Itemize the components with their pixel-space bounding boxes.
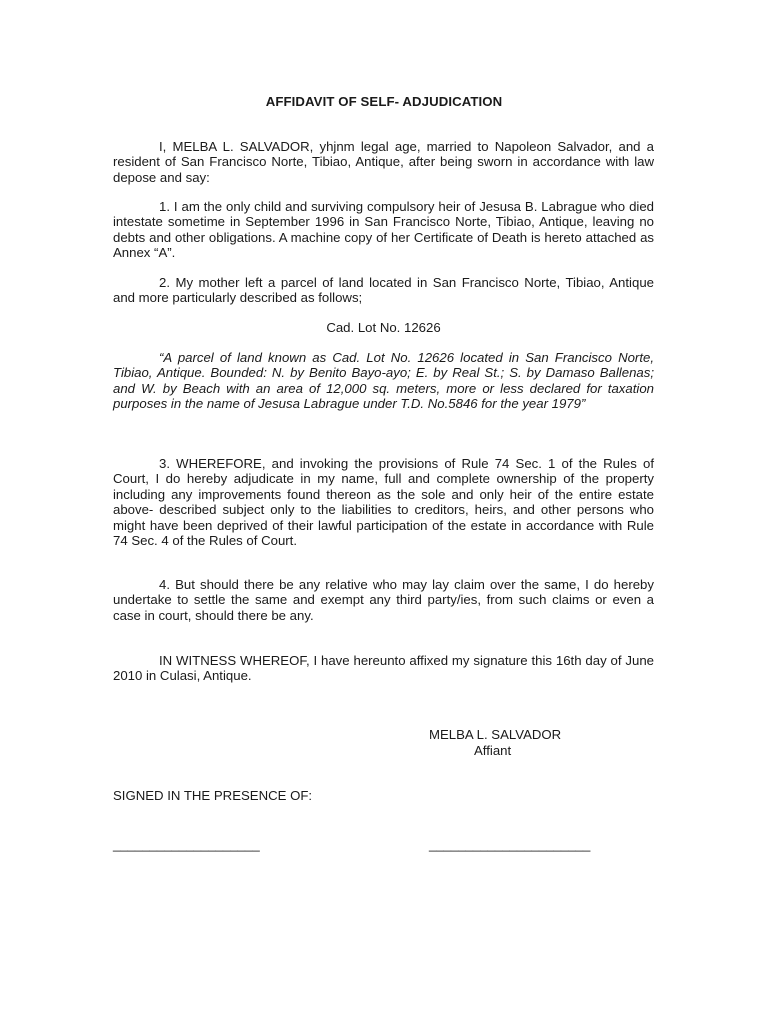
witness-signature-line-1: ____________________ [113,837,260,852]
witness-signature-line-2: ______________________ [429,837,591,852]
witness-clause: IN WITNESS WHEREOF, I have hereunto affixed my signature this 16th day of June 2010 in Culasi, Antique. [113,653,654,684]
lot-description: “A parcel of land known as Cad. Lot No. 12626 located in San Francisco Norte, Tibiao, Antique. Bounded: N. by Benito Bayo-ayo; E. by Real St.; S. by Damaso Ballenas; and W. by Beach with an area of 12,000 sq. meters, more or less declared for taxation purposes in the name of Jesusa Labrague under T.D. No.5846 for the year 1979” [113,350,654,412]
affiant-name: MELBA L. SALVADOR [429,727,562,742]
paragraph-4: 4. But should there be any relative who may lay claim over the same, I do hereby undertake to settle the same and exempt any third party/ies, from such claims or even a case in court, should there be any. [113,577,654,623]
affiant-role: Affiant [474,743,512,758]
paragraph-1: 1. I am the only child and surviving compulsory heir of Jesusa B. Labrague who died intestate sometime in September 1996 in San Francisco Norte, Tibiao, Antique, leaving no debts and other obligations. A machine copy of her Certificate of Death is hereto attached as Annex “A”. [113,199,654,261]
paragraph-2: 2. My mother left a parcel of land located in San Francisco Norte, Tibiao, Antique and more particularly described as follows; [113,275,654,306]
intro-paragraph: I, MELBA L. SALVADOR, yhjnm legal age, married to Napoleon Salvador, and a resident of San Francisco Norte, Tibiao, Antique, after being sworn in accordance with law depose and say: [113,139,654,185]
signed-presence-label: SIGNED IN THE PRESENCE OF: [113,788,313,803]
lot-heading: Cad. Lot No. 12626 [326,320,441,335]
document-title: AFFIDAVIT OF SELF- ADJUDICATION [265,94,503,109]
paragraph-3: 3. WHEREFORE, and invoking the provisions of Rule 74 Sec. 1 of the Rules of Court, I do hereby adjudicate in my name, full and complete ownership of the property including any improvements found thereon as the sole and only heir of the entire estate above- described subject only to the liabilities to creditors, heirs, and other persons who might have been deprived of their lawful participation of the estate in accordance with Rule 74 Sec. 4 of the Rules of Court. [113,456,654,549]
